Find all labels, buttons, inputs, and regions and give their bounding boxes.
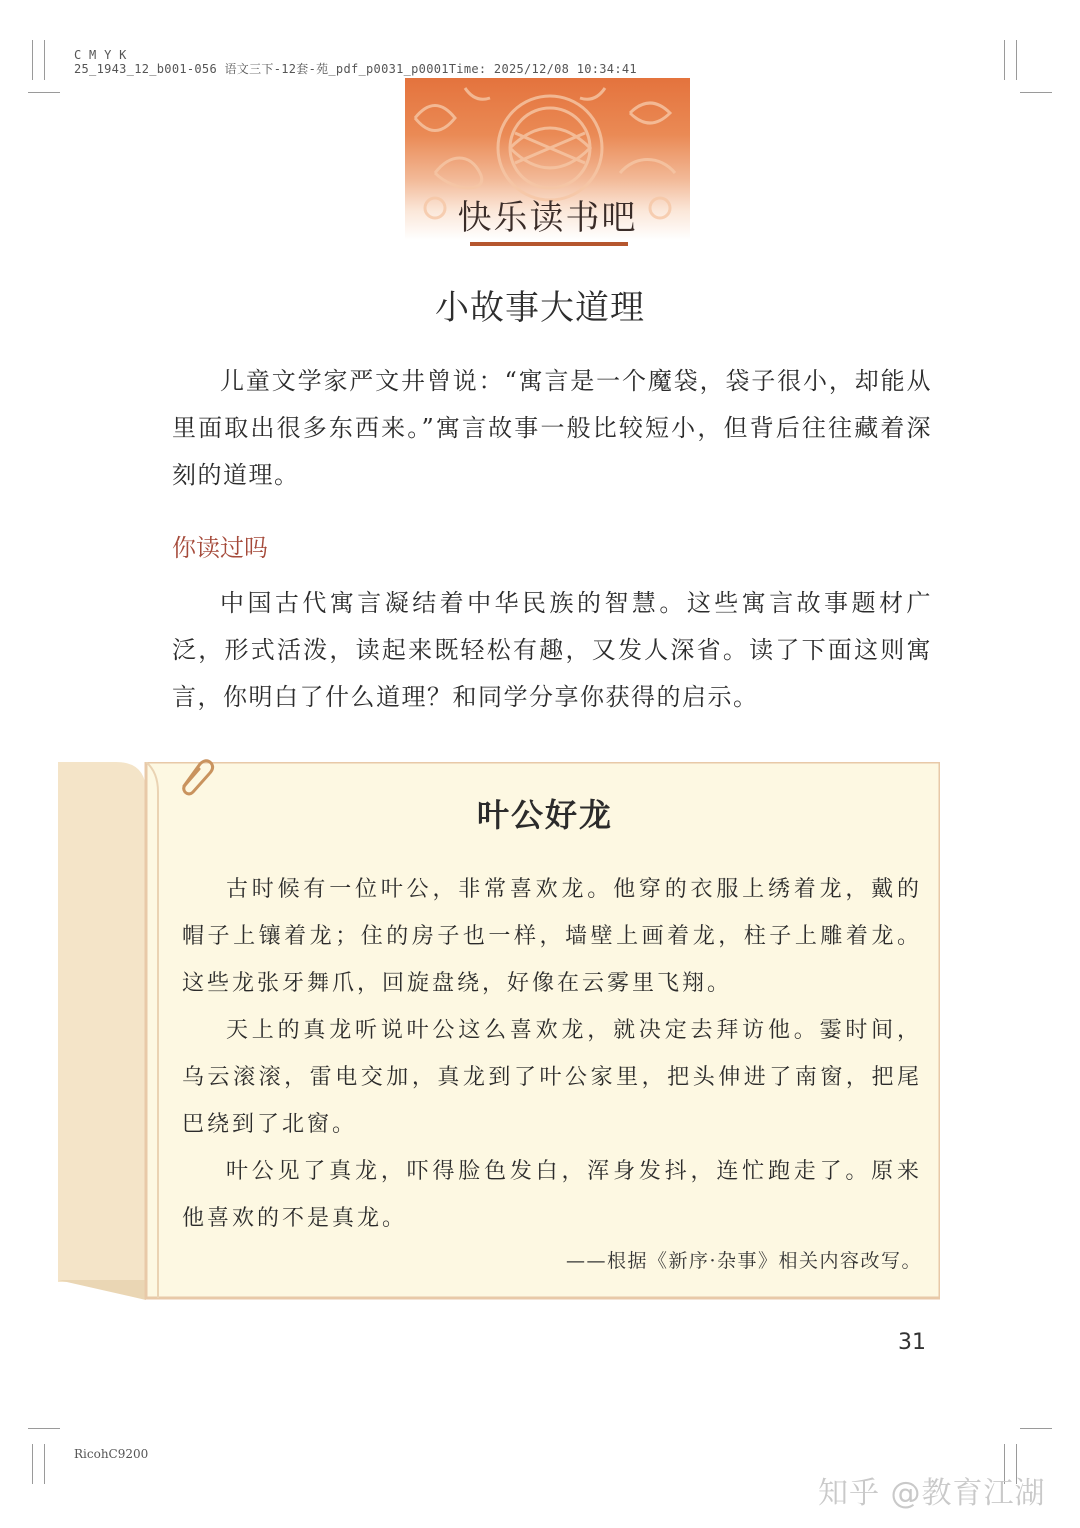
crop-mark xyxy=(1020,1428,1052,1429)
crop-mark xyxy=(28,92,60,93)
story-paragraph: 古时候有一位叶公，非常喜欢龙。他穿的衣服上绣着龙，戴的帽子上镶着龙；住的房子也一样，墙壁上画着龙，柱子上雕着龙。这些龙张牙舞爪，回旋盘绕，好像在云雾里飞翔。 xyxy=(182,877,922,996)
crop-mark xyxy=(1016,40,1017,80)
crop-mark xyxy=(28,1428,60,1429)
story-source: ——根据《新序·杂事》相关内容改写。 xyxy=(565,1250,922,1272)
watermark: 知乎 @教育江湖 xyxy=(818,1476,1046,1511)
crop-mark xyxy=(1004,40,1005,80)
print-job-info: 25_1943_12_b001-056 语文三下-12套-苑_pdf_p0031_p0001Time: 2025/12/08 10:34:41 xyxy=(74,62,637,76)
crop-mark xyxy=(44,40,45,80)
story-paragraph: 叶公见了真龙，吓得脸色发白，浑身发抖，连忙跑走了。原来他喜欢的不是真龙。 xyxy=(182,1159,922,1231)
section-title: 快乐读书吧 xyxy=(457,198,638,238)
print-color-marks: C M Y K xyxy=(74,48,127,62)
story-paragraph: 天上的真龙听说叶公这么喜欢龙，就决定去拜访他。霎时间，乌云滚滚，雷电交加，真龙到了叶公家里，把头伸进了南窗，把尾巴绕到了北窗。 xyxy=(182,1018,922,1137)
page-number: 31 xyxy=(898,1330,926,1355)
printer-label: RicohC9200 xyxy=(74,1447,149,1461)
main-title: 小故事大道理 xyxy=(435,288,645,328)
subheading: 你读过吗 xyxy=(172,534,268,562)
crop-mark xyxy=(1020,92,1052,93)
intro-paragraph: 儿童文学家严文井曾说：“寓言是一个魔袋，袋子很小，却能从里面取出很多东西来。”寓言故事一般比较短小，但背后往往藏着深刻的道理。 xyxy=(172,367,932,489)
title-underline xyxy=(470,242,628,246)
crop-mark xyxy=(44,1444,45,1484)
lead-paragraph: 中国古代寓言凝结着中华民族的智慧。这些寓言故事题材广泛，形式活泼，读起来既轻松有趣，又发人深省。读了下面这则寓言，你明白了什么道理？和同学分享你获得的启示。 xyxy=(172,589,932,711)
story-title: 叶公好龙 xyxy=(476,796,613,834)
print-header xyxy=(74,48,637,76)
crop-mark xyxy=(32,1444,33,1484)
crop-mark xyxy=(32,40,33,80)
